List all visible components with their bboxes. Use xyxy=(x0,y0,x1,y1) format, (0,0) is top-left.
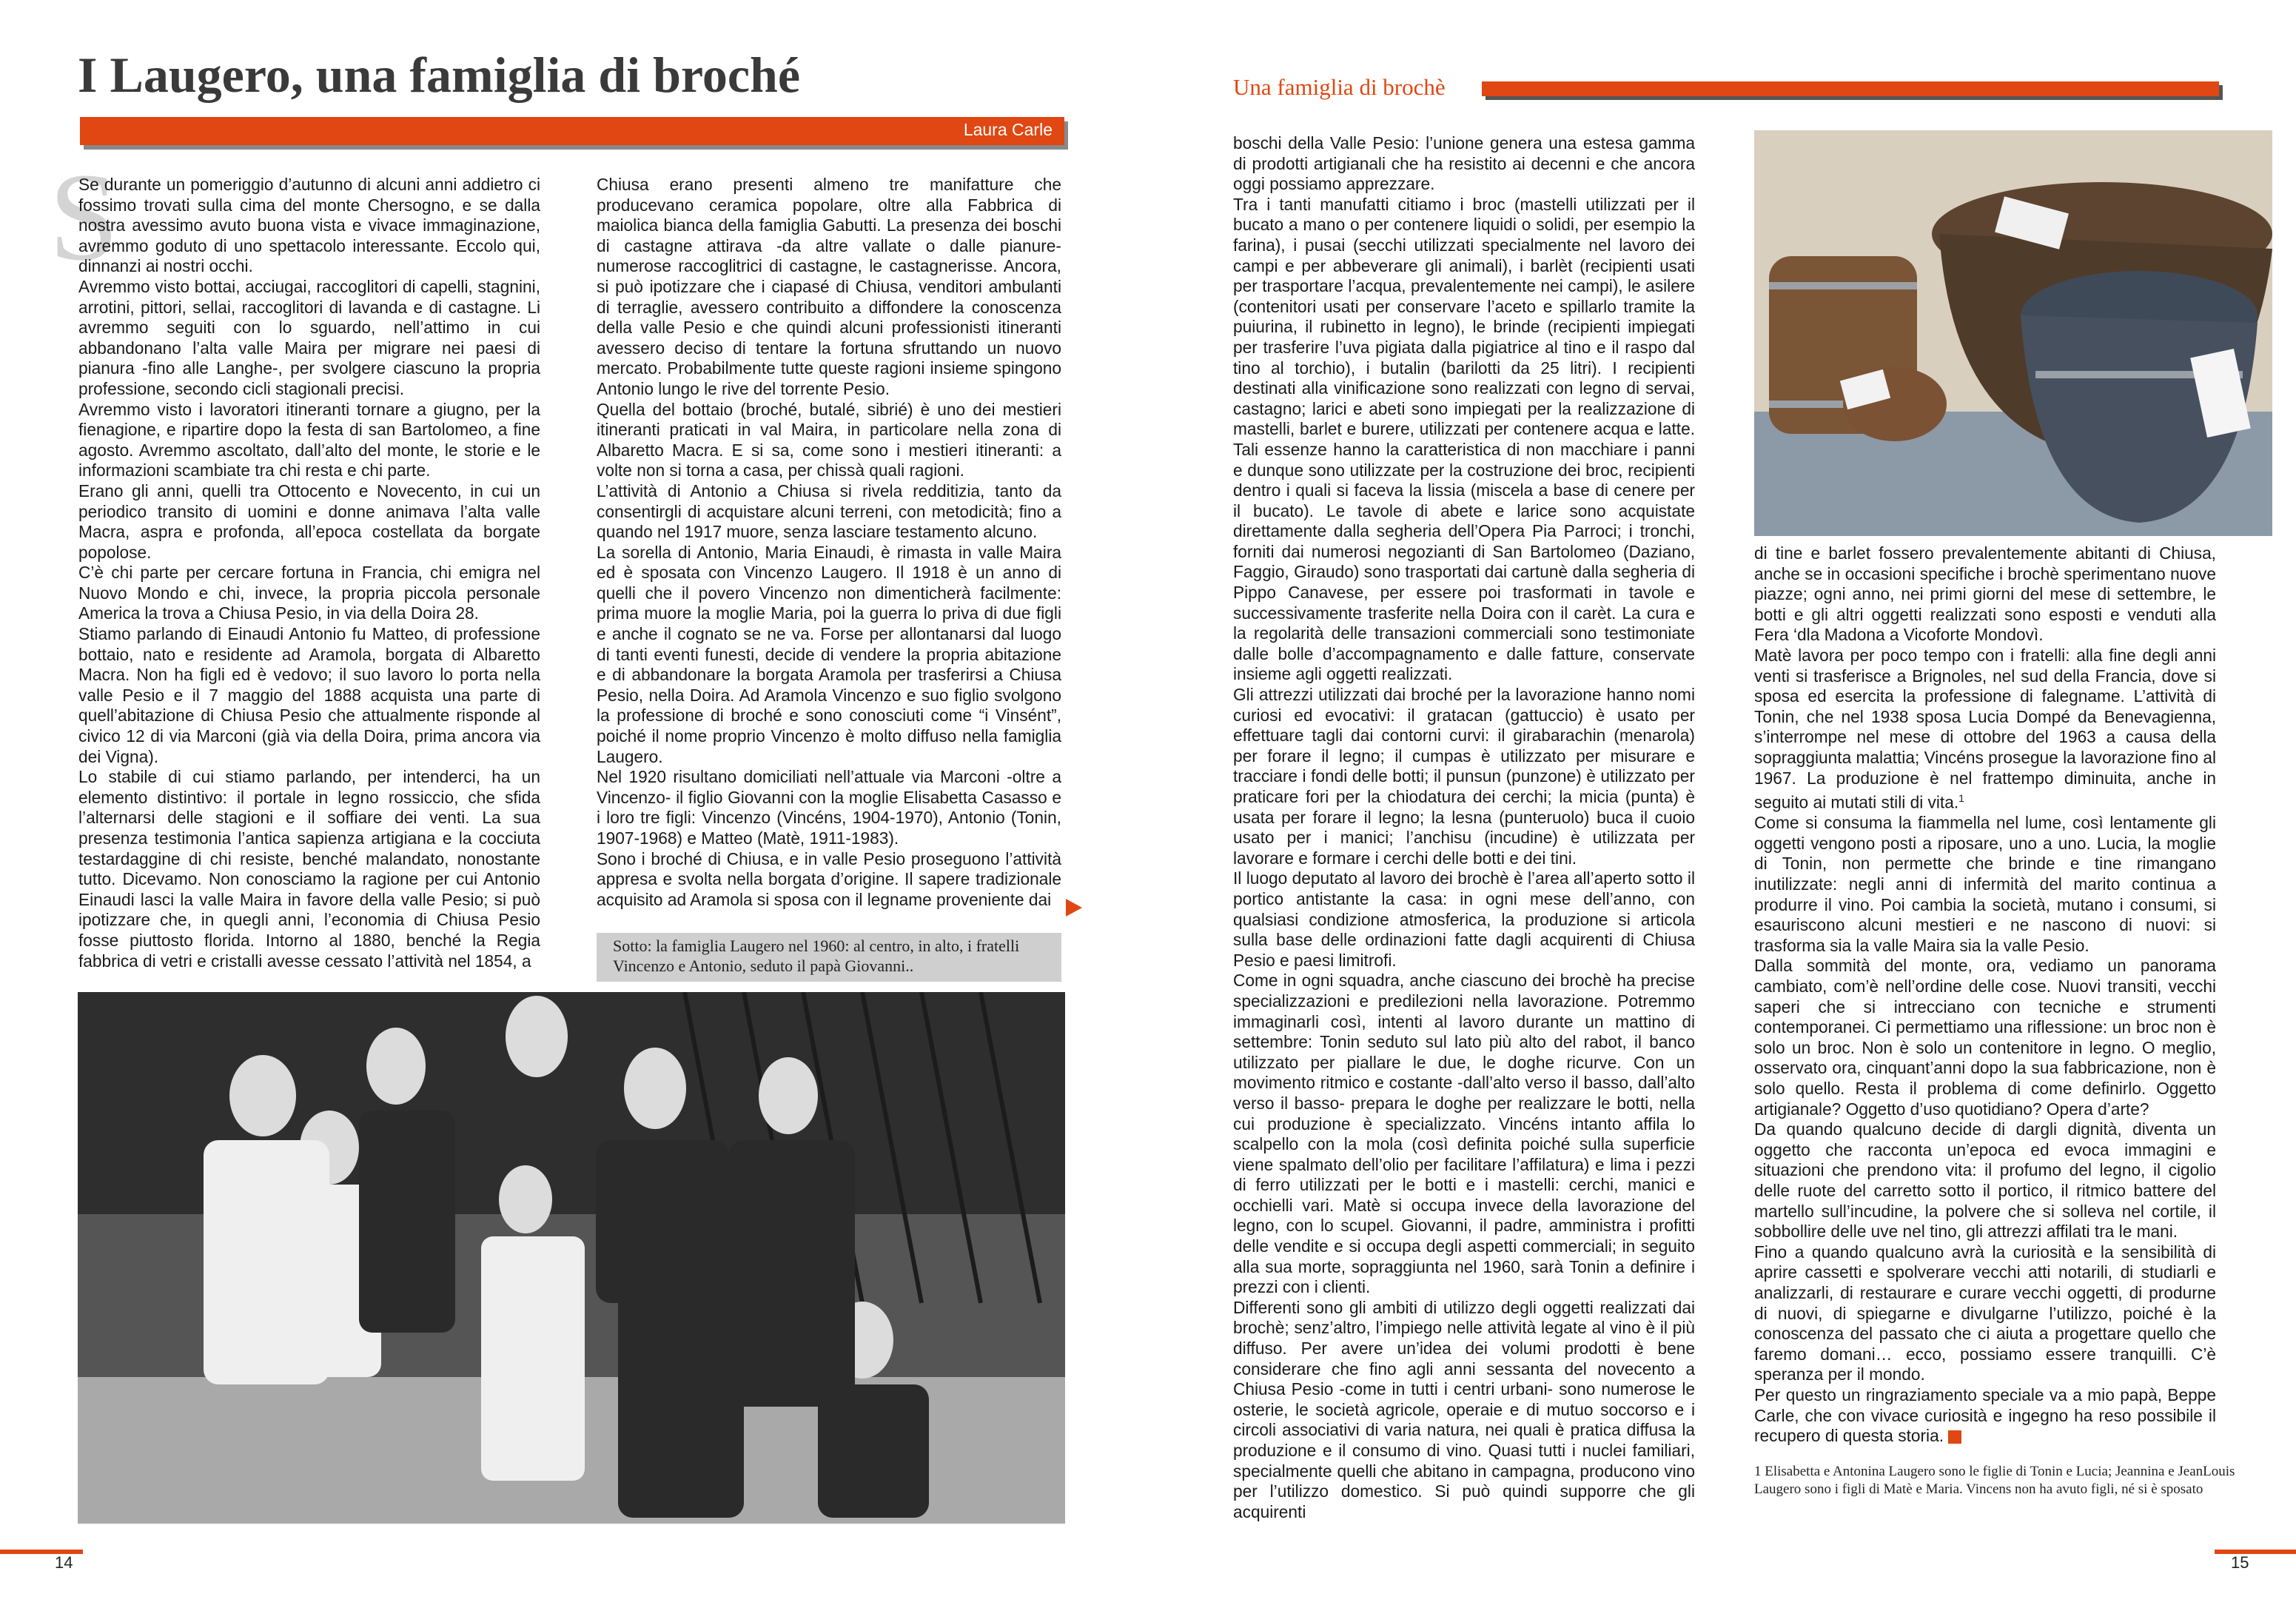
running-title: Una famiglia di brochè xyxy=(1233,74,1446,100)
paragraph: Stiamo parlando di Einaudi Antonio fu Matteo, di professione bottaio, nato e residente ad Aramola, borgata di Albaretto Macra. Non ha figli ed è vedovo; il suo lavoro lo porta nella valle Pesio e il 7 maggio del 1888 acquista una parte di quell’abitazione di Chiusa Pesio che attualmente risponde al civico 12 di via Marconi (già via della Doira, prima ancora via dei Vigna). xyxy=(78,624,540,766)
paragraph xyxy=(1754,646,2216,813)
footnote-text: 1 Elisabetta e Antonina Laugero sono le figlie di Tonin e Lucia; Jeannina e JeanLouis Laugero sono i figli di Matè e Maria. Vincens non ha avuto figli, né si è sposato xyxy=(1754,1464,2235,1497)
right-column-1 xyxy=(1233,133,1695,1522)
footnote xyxy=(1754,1463,2272,1498)
end-of-article-icon xyxy=(1948,1430,1961,1444)
family-photo-illustration xyxy=(78,992,1065,1524)
paragraph: La sorella di Antonio, Maria Einaudi, è rimasta in valle Maira ed è sposata con Vincenzo Laugero. Il 1918 è un anno di quelli che il povero Vincenzo non dimenticherà facilmente: prima muore la moglie Maria, poi la guerra lo priva di due figli e anche il cognato se ne va. Forse per allontanarsi dal luogo di tanti eventi funesti, decide di vendere la propria abitazione e di abbandonare la borgata Aramola per trasferirsi a Chiusa Pesio, nella Doira. Ad Aramola Vincenzo e suo figlio svolgono la professione di broché e sono conosciuti come “i Vinsént”, poiché il nome proprio Vincenzo è molto diffuso nella famiglia Laugero. xyxy=(597,542,1061,766)
paragraph: Tra i tanti manufatti citiamo i broc (mastelli utilizzati per il bucato a mano o per contenere liquidi o solidi, per esempio la farina), i pusai (secchi utilizzati specialmente nel lavoro dei campi e per abbeverare gli animali), i barlèt (recipienti usati per trasportare l’acqua, prevalentemente nei campi), le asilere (contenitori usati per conservare l’aceto e spillarlo tramite la puiurina, il rubinetto in legno), le brinde (recipienti impiegati per trasferire l’uva pigiata dalla pigiatrice al tino e il raspo dal tino al torchio), i butalin (barilotti da 25 litri). I recipienti destinati alla vinificazione sono realizzati con legno di servai, castagno; larici e abeti sono impiegati per la realizzazione di mastelli, barlet e burere, utilizzati per contenere acqua e latte. Tali essenze hanno la caratteristica di non macchiare i panni e dunque sono utilizzate per la costruzione dei broc, recipienti dentro i quali si faceva la lissia (miscela a base di cenere per il bucato). Le tavole di abete e larice sono acquistate direttamente dalla segheria dell’Opera Pia Parroci; i tronchi, forniti dai numerosi negozianti di San Bartolomeo (Daziano, Faggio, Giraudo) sono trasportati dai cartunè dalla segheria di Pippo Canavese, per essere poi trasformati in tavole e successivamente trasferite nella Doira con il carèt. La cura e la regolarità delle transazioni commerciali sono testimoniate dalle bolle d’accompagnamento e dalle fatture, conservate insieme agli oggetti realizzati. xyxy=(1233,194,1695,684)
footnote-marker: 1 xyxy=(1958,792,1964,805)
paragraph: Fino a quando qualcuno avrà la curiosità e la sensibilità di aprire cassetti e spolverare vecchi atti notarili, di studiarli e analizzarli, di restaurare e curare vecchi oggetti, di produrne di nuovi, di spiegarne e divulgarne l’utilizzo, poiché è la conoscenza del passato che ci aiuta a progettare quello che faremo domani… ecco, possiamo essere tranquilli. C’è speranza per il mondo. xyxy=(1754,1242,2216,1384)
paragraph: Lo stabile di cui stiamo parlando, per intenderci, ha un elemento distintivo: il portale in legno rossiccio, che sfida l’alternarsi delle stagioni e il soffiare dei venti. La sua presenza testimonia l’antica sapienza artigiana e la cocciuta testardaggine di chi resiste, benché malandato, nonostante tutto. Dicevamo. Non conosciamo la ragione per cui Antonio Einaudi lasci la valle Maira in favore della valle Pesio; si può ipotizzare che, in quegli anni, l’economia di Chiusa Pesio fosse piuttosto florida. Intorno al 1880, benché la Regia fabbrica di vetri e cristalli avesse cessato l’attività nel 1854, a xyxy=(78,767,540,971)
paragraph: boschi della Valle Pesio: l’unione genera una estesa gamma di prodotti artigianali che ha resistito ai decenni e che ancora oggi possiamo apprezzare. xyxy=(1233,133,1695,194)
paragraph: Da quando qualcuno decide di dargli dignità, diventa un oggetto che racconta un’epoca ed evoca immagini e situazioni che prendono vita: il profumo del legno, il cigolio delle ruote del carretto sotto il portico, il ritmico battere del martello sull’incudine, la polvere che si solleva nel cortile, il sobbollire delle uve nel tino, gli attrezzi affilati tra le mani. xyxy=(1754,1119,2216,1242)
paragraph-text: Per questo un ringraziamento speciale va a mio papà, Beppe Carle, che con vivace curiosità e ingegno ha reso possibile il recupero di questa storia. xyxy=(1754,1384,2216,1446)
left-column-2 xyxy=(597,175,1061,910)
paragraph: di tine e barlet fossero prevalentemente abitanti di Chiusa, anche se in occasioni specifiche i brochè sperimentano nuove piazze; ogni anno, nei primi giorni del mese di settembre, le botti e gli altri oggetti realizzati sono esposti e venduti alla Fera ‘dla Madona a Vicoforte Mondovì. xyxy=(1754,543,2216,645)
continue-arrow-icon xyxy=(1066,899,1082,917)
paragraph: Come in ogni squadra, anche ciascuno dei brochè ha precise specializzazioni e predilezioni nella lavorazione. Potremmo immaginarli così, intenti al lavoro durante un mattino di settembre: Tonin seduto sul lato più alto del rabot, il banco utilizzato per piallare le due, le doghe ricurve. Con un movimento ritmico e costante -dall’alto verso il basso, dall’alto verso il basso- prepara le doghe per realizzare le botti, nella cui produzione è specializzato. Vincéns intanto affila lo scalpello con la mola (così definita poiché sulla superficie viene spalmato dell’olio per facilitare l’affilatura) e lima i pezzi di ferro utilizzati per le botti e i mastelli: cerchi, manici e occhielli vari. Matè si occupa invece della lavorazione del legno, con lo scupel. Giovanni, il padre, amministra i profitti delle vendite e si occupa degli aspetti commerciali; in seguito alla sua morte, sopraggiunta nel 1960, sarà Tonin a definire i prezzi con i clienti. xyxy=(1233,971,1695,1297)
paragraph: Il luogo deputato al lavoro dei brochè è l’area all’aperto sotto il portico antistante la casa: in ogni mese dell’anno, con qualsiasi condizione atmosferica, la produzione si articola sulla base delle ordinazioni fatte dagli acquirenti di Chiusa Pesio e paesi limitrofi. xyxy=(1233,868,1695,970)
paragraph: Avremmo visto i lavoratori itineranti tornare a giugno, per la fienagione, e ripartire dopo la festa di san Bartolomeo, a fine agosto. Avremmo ascoltato, dall’alto del monte, le storie e le informazioni scambiate tra chi resta e chi parte. xyxy=(78,399,540,480)
right-page-rule xyxy=(2215,1550,2296,1554)
paragraph: Differenti sono gli ambiti di utilizzo degli oggetti realizzati dai brochè; senz’altro, l’impiego nelle attività legate al vino è il più diffuso. Per avere un’idea dei volumi prodotti è bene considerare che fino agli anni sessanta del novecento a Chiusa Pesio -come in tutti i centri urbani- sono numerose le osterie, le società agricole, operaie e di mutuo soccorso e i circoli associativi di varia natura, nei quali è pratica diffusa la produzione e il consumo di vino. Quasi tutti i nuclei familiari, specialmente quelli che abitano in campagna, producono vino per l’utilizzo domestico. Si può quindi supporre che gli acquirenti xyxy=(1233,1297,1695,1521)
paragraph: Erano gli anni, quelli tra Ottocento e Novecento, in cui un periodico transito di uomini e donne animava l’alta valle Macra, aspra e profonda, all’epoca costellata da borgate popolose. xyxy=(78,480,540,562)
paragraph: Sono i broché di Chiusa, e in valle Pesio proseguono l’attività appresa e svolta nella borgata d’origine. Il sapere tradizionale acquisito ad Aramola si sposa con il legname proveniente dai xyxy=(597,848,1061,909)
barrels-photo xyxy=(1754,130,2272,536)
family-photo xyxy=(78,992,1065,1524)
author-name: Laura Carle xyxy=(963,120,1053,139)
paragraph-text: Matè lavora per poco tempo con i fratelli: alla fine degli anni venti si trasferisce a Brignoles, nel sud della Francia, dove si sposa ed esercita la professione di falegname. L’attività di Tonin, che nel 1938 sposa Lucia Dompé da Benevagienna, s’interrompe nel mese di ottobre del 1963 a causa della sopraggiunta malattia; Vincéns prosegue la lavorazione fino al 1967. La produzione è nel frattempo diminuita, anche in seguito ai mutati stili di vita. xyxy=(1754,645,2216,812)
page-number-right: 15 xyxy=(2231,1553,2249,1572)
barrels-photo-illustration xyxy=(1754,130,2272,536)
paragraph: C’è chi parte per cercare fortuna in Francia, chi emigra nel Nuovo Mondo e chi, invece, la propria piccola personale America la trova a Chiusa Pesio, in via della Doira 28. xyxy=(78,563,540,623)
paragraph: Chiusa erano presenti almeno tre manifatture che producevano ceramica popolare, oltre alla Fabbrica di maiolica bianca della famiglia Gabutti. La presenza dei boschi di castagne attirava -da altre vallate o dalle pianure- numerose raccoglitrici di castagne, le castagnerisse. Ancora, si può ipotizzare che i ciapasé di Chiusa, venditori ambulanti di terraglie, avessero contribuito a diffondere la conoscenza della valle Pesio e che quindi alcuni professionisti itineranti avessero deciso di tentare la fortuna sfruttando un nuovo mercato. Probabilmente tutte queste ragioni insieme spingono Antonio lungo le rive del torrente Pesio. xyxy=(597,175,1061,398)
right-column-2 xyxy=(1754,543,2216,1447)
paragraph: Gli attrezzi utilizzati dai broché per la lavorazione hanno nomi curiosi ed evocativi: il gratacan (gattuccio) è usato per effettuare tagli dai contorni curvi: il girabarachin (menarola) per forare il legno; il cumpas è utilizzato per misurare e tracciare i fondi delle botti; il punsun (punzone) è utilizzato per praticare fori per la chiodatura dei cerchi; la micia (punta) è usata per forare il legno; la lesna (punteruolo) buca il cuoio usato per i manici; l’anchisu (incudine) è utilizzata per lavorare e formare i cerchi delle botti e dei tini. xyxy=(1233,685,1695,868)
photo-caption: Sotto: la famiglia Laugero nel 1960: al centro, in alto, i fratelli Vincenzo e Antonio, seduto il papà Giovanni.. xyxy=(597,933,1061,982)
paragraph: Quella del bottaio (broché, butalé, sibrié) è uno dei mestieri itineranti praticati in val Maira, in particolare nella zona di Albaretto Macra. E si sa, come sono i mestieri itineranti: a volte non si torna a casa, per chissà quali ragioni. xyxy=(597,399,1061,480)
title-bar xyxy=(80,117,1064,145)
left-column-1 xyxy=(78,175,540,971)
paragraph: Nel 1920 risultano domiciliati nell’attuale via Marconi -oltre a Vincenzo- il figlio Giovanni con la moglie Elisabetta Casasso e i loro tre figli: Vincenzo (Vincéns, 1904-1970), Antonio (Tonin, 1907-1968) e Matteo (Matè, 1911-1983). xyxy=(597,767,1061,848)
paragraph: Avremmo visto bottai, acciugai, raccoglitori di capelli, stagnini, arrotini, pittori, sellai, raccoglitori di lavanda e di castagne. Li avremmo seguiti con lo sguardo, nell’attimo in cui abbandonano l’alta valle Maira per migrare nei paesi di pianura -fino alle Langhe-, per svolgere ciascuno la propria professione, secondo cicli stagionali precisi. xyxy=(78,276,540,398)
paragraph xyxy=(1754,1385,2216,1447)
article-title: I Laugero, una famiglia di broché xyxy=(78,47,801,103)
paragraph: L’attività di Antonio a Chiusa si rivela redditizia, tanto da consentirgli di acquistare alcuni terreni, con metodicità; fino a quando nel 1917 muore, senza lasciare testamento alcuno. xyxy=(597,480,1061,542)
drop-cap: S xyxy=(49,147,119,287)
page-number-left: 14 xyxy=(55,1553,73,1572)
paragraph: Come si consuma la fiammella nel lume, così lentamente gli oggetti vengono posti a riposare, uno a uno. Lucia, la moglie di Tonin, non permette che brinde e tine rimangano inutilizzate: negli anni di infermità del marito continua a produrre il vino. Poi cambia la società, mutano i consumi, si esauriscono alcuni mestieri e ne nascono di nuovi: si trasforma sia la valle Maira sia la valle Pesio. xyxy=(1754,813,2216,955)
running-title-bar xyxy=(1482,81,2219,96)
paragraph: Se durante un pomeriggio d’autunno di alcuni anni addietro ci fossimo trovati sulla cima del monte Chersogno, e se dalla nostra avessimo avuto buona vista e vivace immaginazione, avremmo goduto di uno spettacolo interessante. Eccolo qui, dinnanzi ai nostri occhi. xyxy=(78,175,540,276)
paragraph: Dalla sommità del monte, ora, vediamo un panorama cambiato, com’è nell’ordine delle cose. Nuovi transiti, vecchi saperi che si intrecciano con tecniche e strumenti contemporanei. Ci permettiamo una riflessione: un broc non è solo un broc. Non è solo un contenitore in legno. O meglio, osservato ora, cinquant’anni dopo la sua fabbricazione, non è solo quello. Resta il problema di come definirlo. Oggetto artigianale? Oggetto d’uso quotidiano? Opera d’arte? xyxy=(1754,956,2216,1119)
